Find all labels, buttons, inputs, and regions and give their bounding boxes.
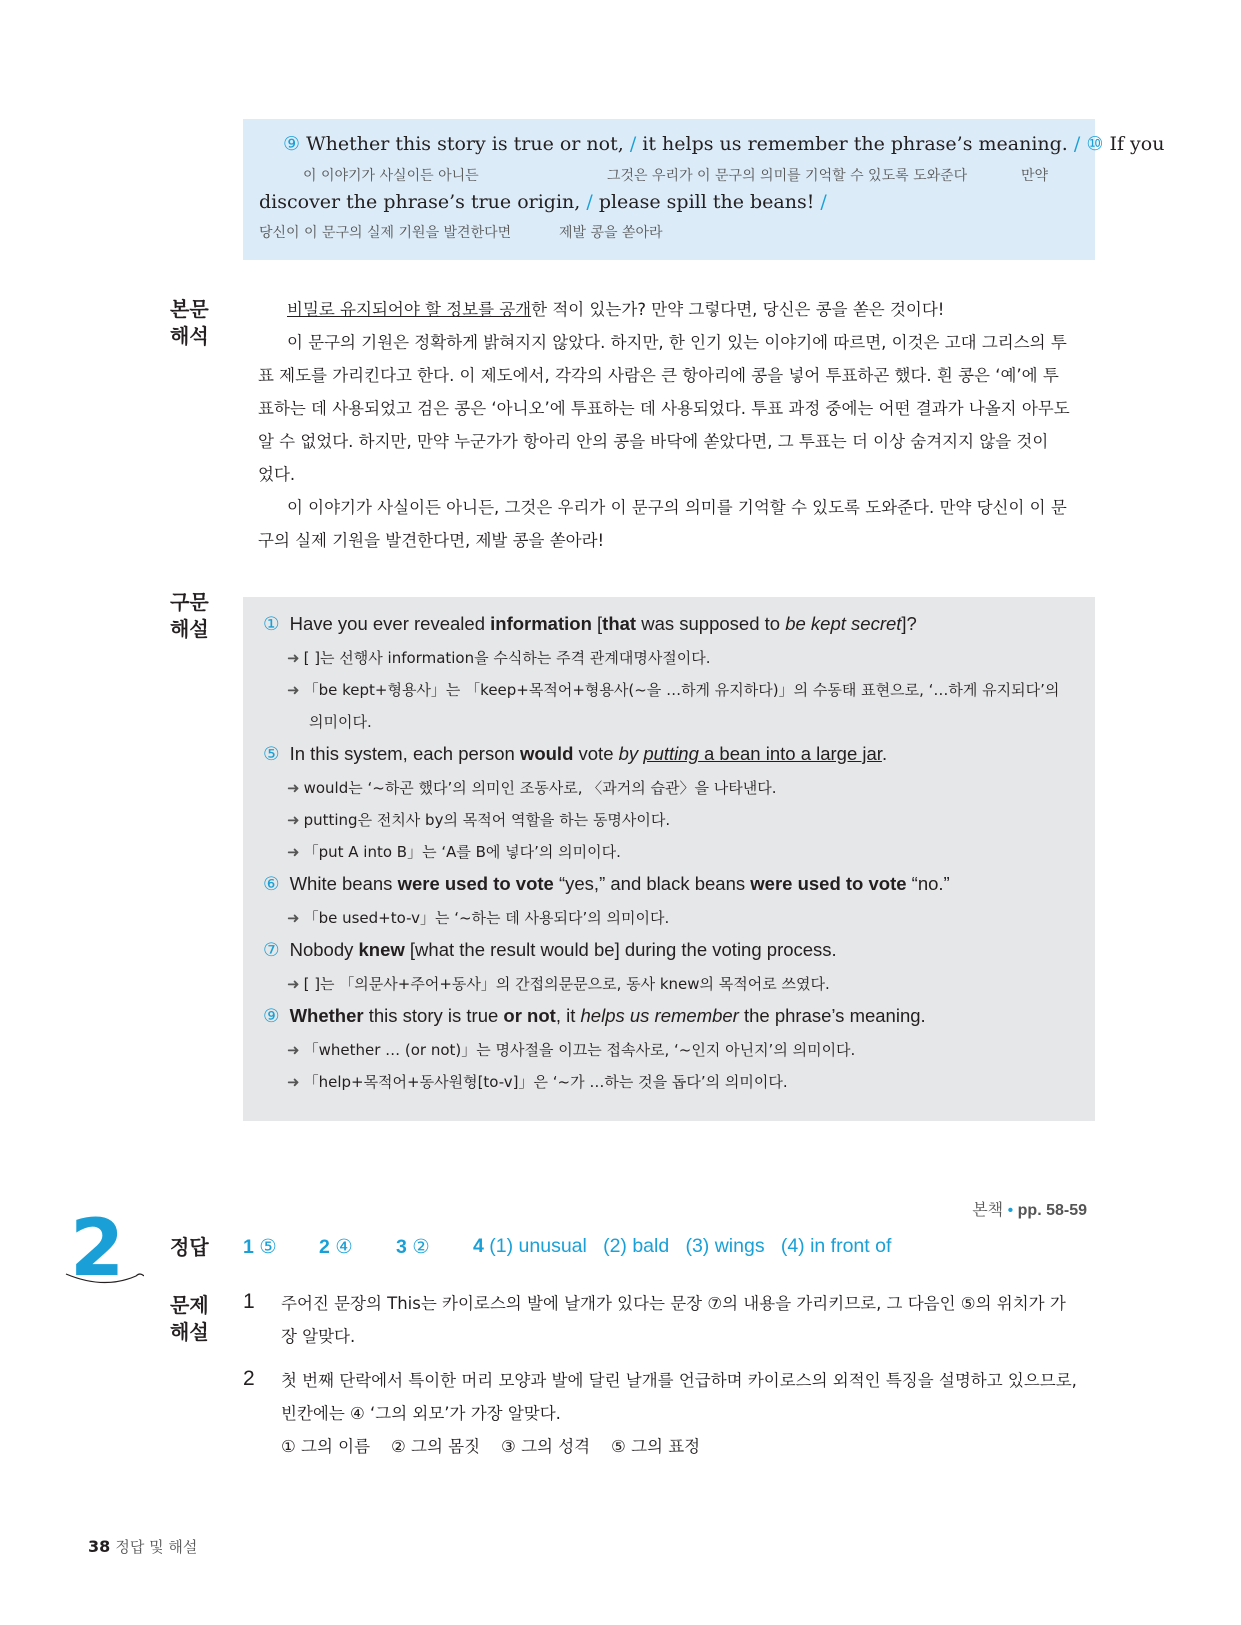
english-chunk: If you [1109, 133, 1165, 155]
sentence-text: vote [573, 743, 619, 764]
bold-term: or not [503, 1005, 556, 1026]
arrow-icon: ➜ [287, 843, 300, 861]
note-text: putting은 전치사 by의 목적어 역할을 하는 동명사이다. [303, 811, 671, 829]
answer-value: (1) unusual (2) bald (3) wings (4) in front of [489, 1235, 892, 1257]
sentence-text: [what the result would be] during the voting process. [404, 939, 837, 960]
grammar-note [287, 973, 830, 994]
english-chunk: it helps us remember the phrase’s meaning. [642, 133, 1068, 155]
note-text: 「help+목적어+동사원형[to-v]」은 ‘~가 …하는 것을 돕다’의 의미이다. [303, 1073, 788, 1091]
korean-gloss: 그것은 우리가 이 문구의 의미를 기억할 수 있도록 도와준다 [607, 168, 968, 184]
arrow-icon: ➜ [287, 1073, 300, 1091]
bold-term: would [519, 743, 574, 764]
translation-line: 표하는 데 사용되었고 검은 콩은 ‘아니오’에 투표하는 데 사용되었다. 투표 과정 중에는 어떤 결과가 나올지 아무도 [258, 399, 1070, 418]
underlined-term: a bean into a large jar [698, 743, 882, 764]
grammar-note: 의미이다. [309, 713, 372, 731]
book-page-reference [972, 1197, 1087, 1220]
arrow-icon: ➜ [287, 975, 300, 993]
answer-1 [243, 1235, 277, 1259]
translation-line: 이 문구의 기원은 정확하게 밝혀지지 않았다. 하지만, 한 인기 있는 이야기에 따르면, 이것은 고대 그리스의 투 [287, 333, 1067, 352]
explanation-line: ① 그의 이름 ② 그의 몸짓 ③ 그의 성격 ⑤ 그의 표정 [281, 1437, 701, 1456]
book-ref-label: 본책 [972, 1202, 1004, 1219]
note-text: 「whether … (or not)」는 명사절을 이끄는 접속사로, ‘~인지 아닌지’의 의미이다. [303, 1041, 856, 1059]
sentence-text: , it [555, 1005, 581, 1026]
chunk-slash: / [820, 191, 827, 213]
grammar-note [287, 647, 711, 668]
sentence-number: ⑨ [283, 133, 301, 155]
grammar-note [287, 777, 777, 798]
answer-number: 3 [396, 1236, 407, 1258]
grammar-note [287, 907, 669, 928]
explanation-line: 빈칸에는 ④ ‘그의 외모’가 가장 알맞다. [281, 1404, 561, 1423]
answer-value: ⑤ [259, 1236, 277, 1258]
italic-term: by [618, 743, 639, 764]
question-number: 1 [243, 1290, 255, 1313]
book-ref-pages: pp. 58-59 [1017, 1202, 1087, 1219]
grammar-note [287, 841, 621, 862]
english-chunk: discover the phrase’s true origin, [259, 191, 581, 213]
sentence-number: ⑤ [263, 743, 280, 764]
answer-value: ④ [335, 1236, 353, 1258]
sentence-text: “no.” [906, 873, 950, 894]
section-number: 2 [70, 1204, 125, 1294]
grammar-section-label [170, 589, 209, 643]
english-chunk: Whether this story is true or not, [306, 133, 624, 155]
arrow-icon: ➜ [287, 1041, 300, 1059]
sentence-text: “yes,” and black beans [553, 873, 751, 894]
sentence-number: ⑥ [263, 873, 280, 894]
answer-2 [319, 1235, 353, 1259]
section-wave-decoration [64, 1268, 144, 1290]
bold-term: knew [358, 939, 405, 960]
page-number: 38 [88, 1537, 111, 1556]
grammar-note [287, 679, 1059, 700]
grammar-notes-box [243, 597, 1095, 1121]
translation-line: 표 제도를 가리킨다고 한다. 이 제도에서, 각각의 사람은 큰 항아리에 콩을 넣어 투표하곤 했다. 흰 콩은 ‘예’에 투 [258, 366, 1059, 385]
translation-line: 구의 실제 기원을 발견한다면, 제발 콩을 쏟아라! [258, 531, 605, 550]
explanation-line: 주어진 문장의 This는 카이로스의 발에 날개가 있다는 문장 ⑦의 내용을 가리키므로, 그 다음인 ⑤의 위치가 가 [281, 1294, 1066, 1313]
grammar-sentence [263, 743, 887, 765]
translation-paragraph-1 [287, 293, 1107, 326]
translation-line-2 [259, 191, 827, 213]
note-text: 「be used+to-v」는 ‘~하는 데 사용되다’의 의미이다. [303, 909, 670, 927]
italic-term: helps us remember [580, 1005, 739, 1026]
arrow-icon: ➜ [287, 779, 300, 797]
sentence-text: ]? [901, 613, 917, 634]
chunk-slash: / [1073, 133, 1081, 155]
korean-gloss: 제발 콩을 쏟아라 [559, 225, 663, 241]
sentence-text: the phrase’s meaning. [738, 1005, 926, 1026]
answer-number: 2 [319, 1236, 330, 1258]
bold-term: were used to vote [397, 873, 554, 894]
korean-gloss: 만약 [1021, 168, 1049, 184]
sentence-number: ⑦ [263, 939, 280, 960]
translation-line: 이 이야기가 사실이든 아니든, 그것은 우리가 이 문구의 의미를 기억할 수 있도록 도와준다. 만약 당신이 이 문 [287, 498, 1067, 517]
grammar-note [287, 1039, 855, 1060]
english-chunk: please spill the beans! [598, 191, 815, 213]
label-line: 본문 [170, 297, 209, 321]
bullet-icon: • [1007, 1202, 1014, 1219]
answer-value: ② [412, 1236, 430, 1258]
chunk-slash: / [586, 191, 593, 213]
label-line: 해설 [170, 617, 209, 641]
italic-term: be kept secret [785, 613, 902, 634]
explanation-label [170, 1292, 209, 1346]
italic-term: putting [643, 743, 699, 764]
label-line: 해설 [170, 1320, 209, 1344]
sentence-text: In this system, each person [289, 743, 520, 764]
grammar-sentence [263, 1005, 926, 1027]
sentence-number: ⑨ [263, 1005, 280, 1026]
grammar-note [287, 809, 670, 830]
label-line: 문제 [170, 1293, 209, 1317]
note-text: 「put A into B」는 ‘A를 B에 넣다’의 의미이다. [303, 843, 621, 861]
translation-line-1 [283, 133, 1164, 155]
answer-4 [473, 1235, 891, 1258]
label-line: 구문 [170, 590, 209, 614]
arrow-icon: ➜ [287, 649, 300, 667]
translation-line: 알 수 없었다. 하지만, 만약 누군가가 항아리 안의 콩을 바닥에 쏟았다면, 그 투표는 더 이상 숨겨지지 않을 것이 [258, 432, 1049, 451]
paragraph-text: 한 적이 있는가? 만약 그렇다면, 당신은 콩을 쏟은 것이다! [531, 300, 945, 319]
sentence-text: Nobody [289, 939, 359, 960]
footer-title: 정답 및 해설 [115, 1538, 198, 1556]
korean-gloss: 이 이야기가 사실이든 아니든 [303, 168, 479, 184]
question-number: 2 [243, 1367, 255, 1390]
sentence-number: ① [263, 613, 280, 634]
arrow-icon: ➜ [287, 811, 300, 829]
bold-term: that [602, 613, 637, 634]
page-footer [88, 1536, 197, 1557]
translation-section-label [170, 296, 209, 350]
answer-number: 4 [473, 1235, 484, 1257]
bold-term: were used to vote [750, 873, 907, 894]
answer-3 [396, 1235, 430, 1259]
sentence-text: [ [591, 613, 603, 634]
grammar-sentence [263, 939, 837, 961]
korean-gloss: 당신이 이 문구의 실제 기원을 발견한다면 [259, 225, 512, 241]
note-text: 「be kept+형용사」는 「keep+목적어+형용사(~을 …하게 유지하다)」의 수동태 표현으로, ‘…하게 유지되다’의 [303, 681, 1060, 699]
grammar-note [287, 1071, 788, 1092]
bold-term: information [490, 613, 592, 634]
explanation-line: 장 알맞다. [281, 1327, 356, 1346]
label-line: 해석 [170, 324, 209, 348]
bold-term: Whether [289, 1005, 364, 1026]
grammar-sentence [263, 613, 917, 635]
sentence-number: ⑩ [1086, 133, 1104, 155]
note-text: [ ]는 선행사 information을 수식하는 주격 관계대명사절이다. [303, 649, 711, 667]
answers-label: 정답 [170, 1235, 209, 1259]
sentence-text: was supposed to [636, 613, 786, 634]
chunk-slash: / [629, 133, 637, 155]
sentence-text: this story is true [363, 1005, 504, 1026]
grammar-sentence [263, 873, 950, 895]
underlined-phrase: 비밀로 유지되어야 할 정보를 공개 [287, 300, 532, 319]
arrow-icon: ➜ [287, 909, 300, 927]
sentence-text: Have you ever revealed [289, 613, 491, 634]
sentence-text: White beans [289, 873, 398, 894]
answer-number: 1 [243, 1236, 254, 1258]
sentence-text: . [881, 743, 888, 764]
explanation-line: 첫 번째 단락에서 특이한 머리 모양과 발에 달린 날개를 언급하며 카이로스의 외적인 특징을 설명하고 있으므로, [281, 1371, 1077, 1390]
note-text: [ ]는 「의문사+주어+동사」의 간접의문문으로, 동사 knew의 목적어로 쓰였다. [303, 975, 830, 993]
note-text: would는 ‘~하곤 했다’의 의미인 조동사로, 〈과거의 습관〉을 나타낸다. [303, 779, 777, 797]
sentence-translation-box [243, 119, 1165, 260]
translation-line: 었다. [258, 465, 296, 484]
arrow-icon: ➜ [287, 681, 300, 699]
